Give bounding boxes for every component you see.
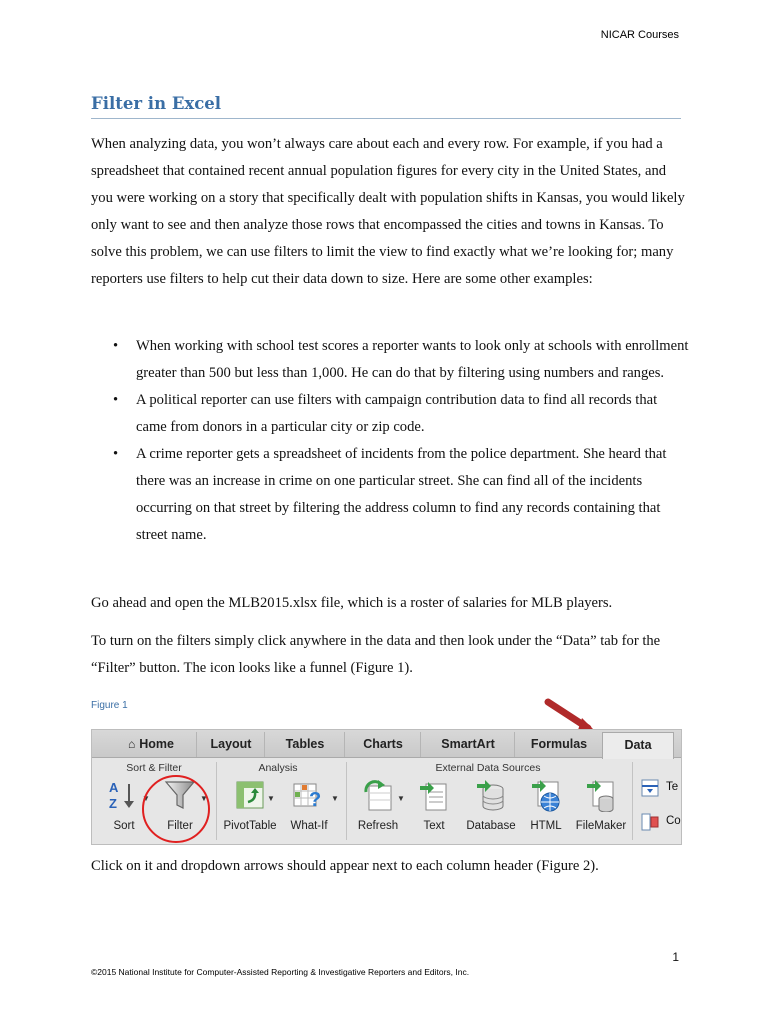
tab-layout[interactable]	[196, 732, 265, 757]
figure-label: Figure 1	[91, 700, 128, 711]
bullet-icon: •	[113, 338, 119, 354]
group-divider	[632, 762, 633, 840]
text-label: Text	[423, 820, 445, 832]
sort-button[interactable]	[102, 778, 146, 832]
chevron-down-icon: ▼	[142, 794, 150, 803]
what-if-button[interactable]	[284, 778, 334, 832]
connections-icon	[640, 812, 660, 832]
list-item	[91, 387, 691, 441]
list-item	[91, 333, 691, 387]
group-divider	[346, 762, 347, 840]
group-divider	[216, 762, 217, 840]
database-button[interactable]	[462, 778, 520, 832]
refresh-icon	[361, 778, 395, 812]
tab-smartart[interactable]	[420, 732, 515, 757]
pivottable-label: PivotTable	[223, 820, 277, 832]
tab-label: Formulas	[530, 737, 588, 751]
sort-az-icon	[107, 778, 141, 812]
bullet-icon: •	[113, 392, 119, 408]
refresh-label: Refresh	[357, 820, 399, 832]
chevron-down-icon: ▼	[331, 794, 339, 803]
group-label-sort-filter: Sort & Filter	[126, 762, 182, 774]
chevron-down-icon: ▼	[200, 794, 208, 803]
globe-icon	[530, 778, 562, 812]
database-icon	[475, 778, 507, 812]
tab-home[interactable]	[106, 732, 196, 757]
chevron-down-icon: ▼	[397, 794, 405, 803]
home-icon: ⌂	[128, 737, 136, 751]
tab-charts[interactable]	[344, 732, 421, 757]
highlight-circle	[142, 775, 210, 843]
header-course: NICAR Courses	[600, 29, 679, 41]
sort-label: Sort	[113, 820, 135, 832]
filter-label: Filter	[167, 820, 193, 832]
svg-text:?: ?	[309, 789, 322, 811]
list-item-text: A political reporter can use filters with campaign contribution data to find all records that came from donors in a particular city or zip code.	[136, 392, 658, 435]
page-number: 1	[672, 950, 679, 964]
filemaker-label: FileMaker	[575, 820, 627, 832]
filemaker-button[interactable]	[572, 778, 630, 832]
chevron-down-icon: ▼	[267, 794, 275, 803]
partial-label: Te	[666, 781, 679, 793]
svg-text:Z: Z	[109, 796, 117, 811]
text-import-button[interactable]	[414, 778, 454, 832]
ribbon-tabs	[92, 730, 681, 758]
open-file-paragraph: Go ahead and open the MLB2015.xlsx file, which is a roster of salaries for MLB players.	[91, 595, 613, 611]
group-label-analysis: Analysis	[258, 762, 298, 774]
partial-button-co[interactable]	[640, 812, 680, 834]
what-if-label: What-If	[290, 820, 328, 832]
list-item-text: A crime reporter gets a spreadsheet of incidents from the police department. She heard that there was an increase in crime on one particular street. She can find all of the incidents occurring on that street by filtering the address column to find any records containing that street name.	[136, 446, 667, 543]
examples-list	[91, 333, 691, 549]
text-file-icon	[418, 778, 450, 812]
click-paragraph: Click on it and dropdown arrows should appear next to each column header (Figure 2).	[91, 858, 599, 874]
tab-tables[interactable]	[264, 732, 345, 757]
filemaker-icon	[585, 778, 617, 812]
footer-copyright: ©2015 National Institute for Computer-Assisted Reporting & Investigative Reporters and Editors, Inc.	[91, 967, 470, 977]
partial-button-te[interactable]	[640, 778, 680, 800]
title-rule	[91, 118, 681, 119]
tab-label: Tables	[285, 737, 325, 751]
list-item-text: When working with school test scores a reporter wants to look only at schools with enrollment greater than 500 but less than 1,000. He can do that by filtering using numbers and ranges.	[136, 338, 689, 381]
bullet-icon: •	[113, 446, 119, 462]
html-label: HTML	[530, 820, 562, 832]
svg-text:A: A	[109, 780, 119, 795]
partial-label: Co	[666, 815, 681, 827]
what-if-icon	[292, 778, 326, 812]
tab-data[interactable]	[602, 732, 674, 759]
intro-paragraph: When analyzing data, you won’t always care about each and every row. For example, if you had a spreadsheet that contained recent annual population figures for every city in the United States, and you were working on a story that specifically dealt with population shifts in Kansas, you would likely only want to see and then analyze those rows that encompassed the cities and towns in Kansas. To solve this problem, we can use filters to limit the view to find exactly what we’re looking for; many reporters use filters to help cut their data down to size. Here are some other examples:	[91, 136, 685, 287]
tab-label: Charts	[363, 737, 403, 751]
group-label-external-data: External Data Sources	[435, 762, 541, 774]
tab-formulas[interactable]	[514, 732, 603, 757]
html-import-button[interactable]	[524, 778, 568, 832]
tab-label: Data	[624, 738, 652, 752]
pivottable-icon	[234, 778, 266, 812]
list-item	[91, 441, 691, 549]
filters-paragraph: To turn on the filters simply click anywhere in the data and then look under the “Data” tab for the “Filter” button. The icon looks like a funnel (Figure 1).	[91, 633, 661, 676]
tab-label: Home	[139, 737, 174, 751]
page-title: Filter in Excel	[91, 94, 222, 113]
tab-label: SmartArt	[441, 737, 495, 751]
database-label: Database	[466, 820, 516, 832]
tab-label: Layout	[210, 737, 252, 751]
table-icon	[640, 778, 660, 798]
